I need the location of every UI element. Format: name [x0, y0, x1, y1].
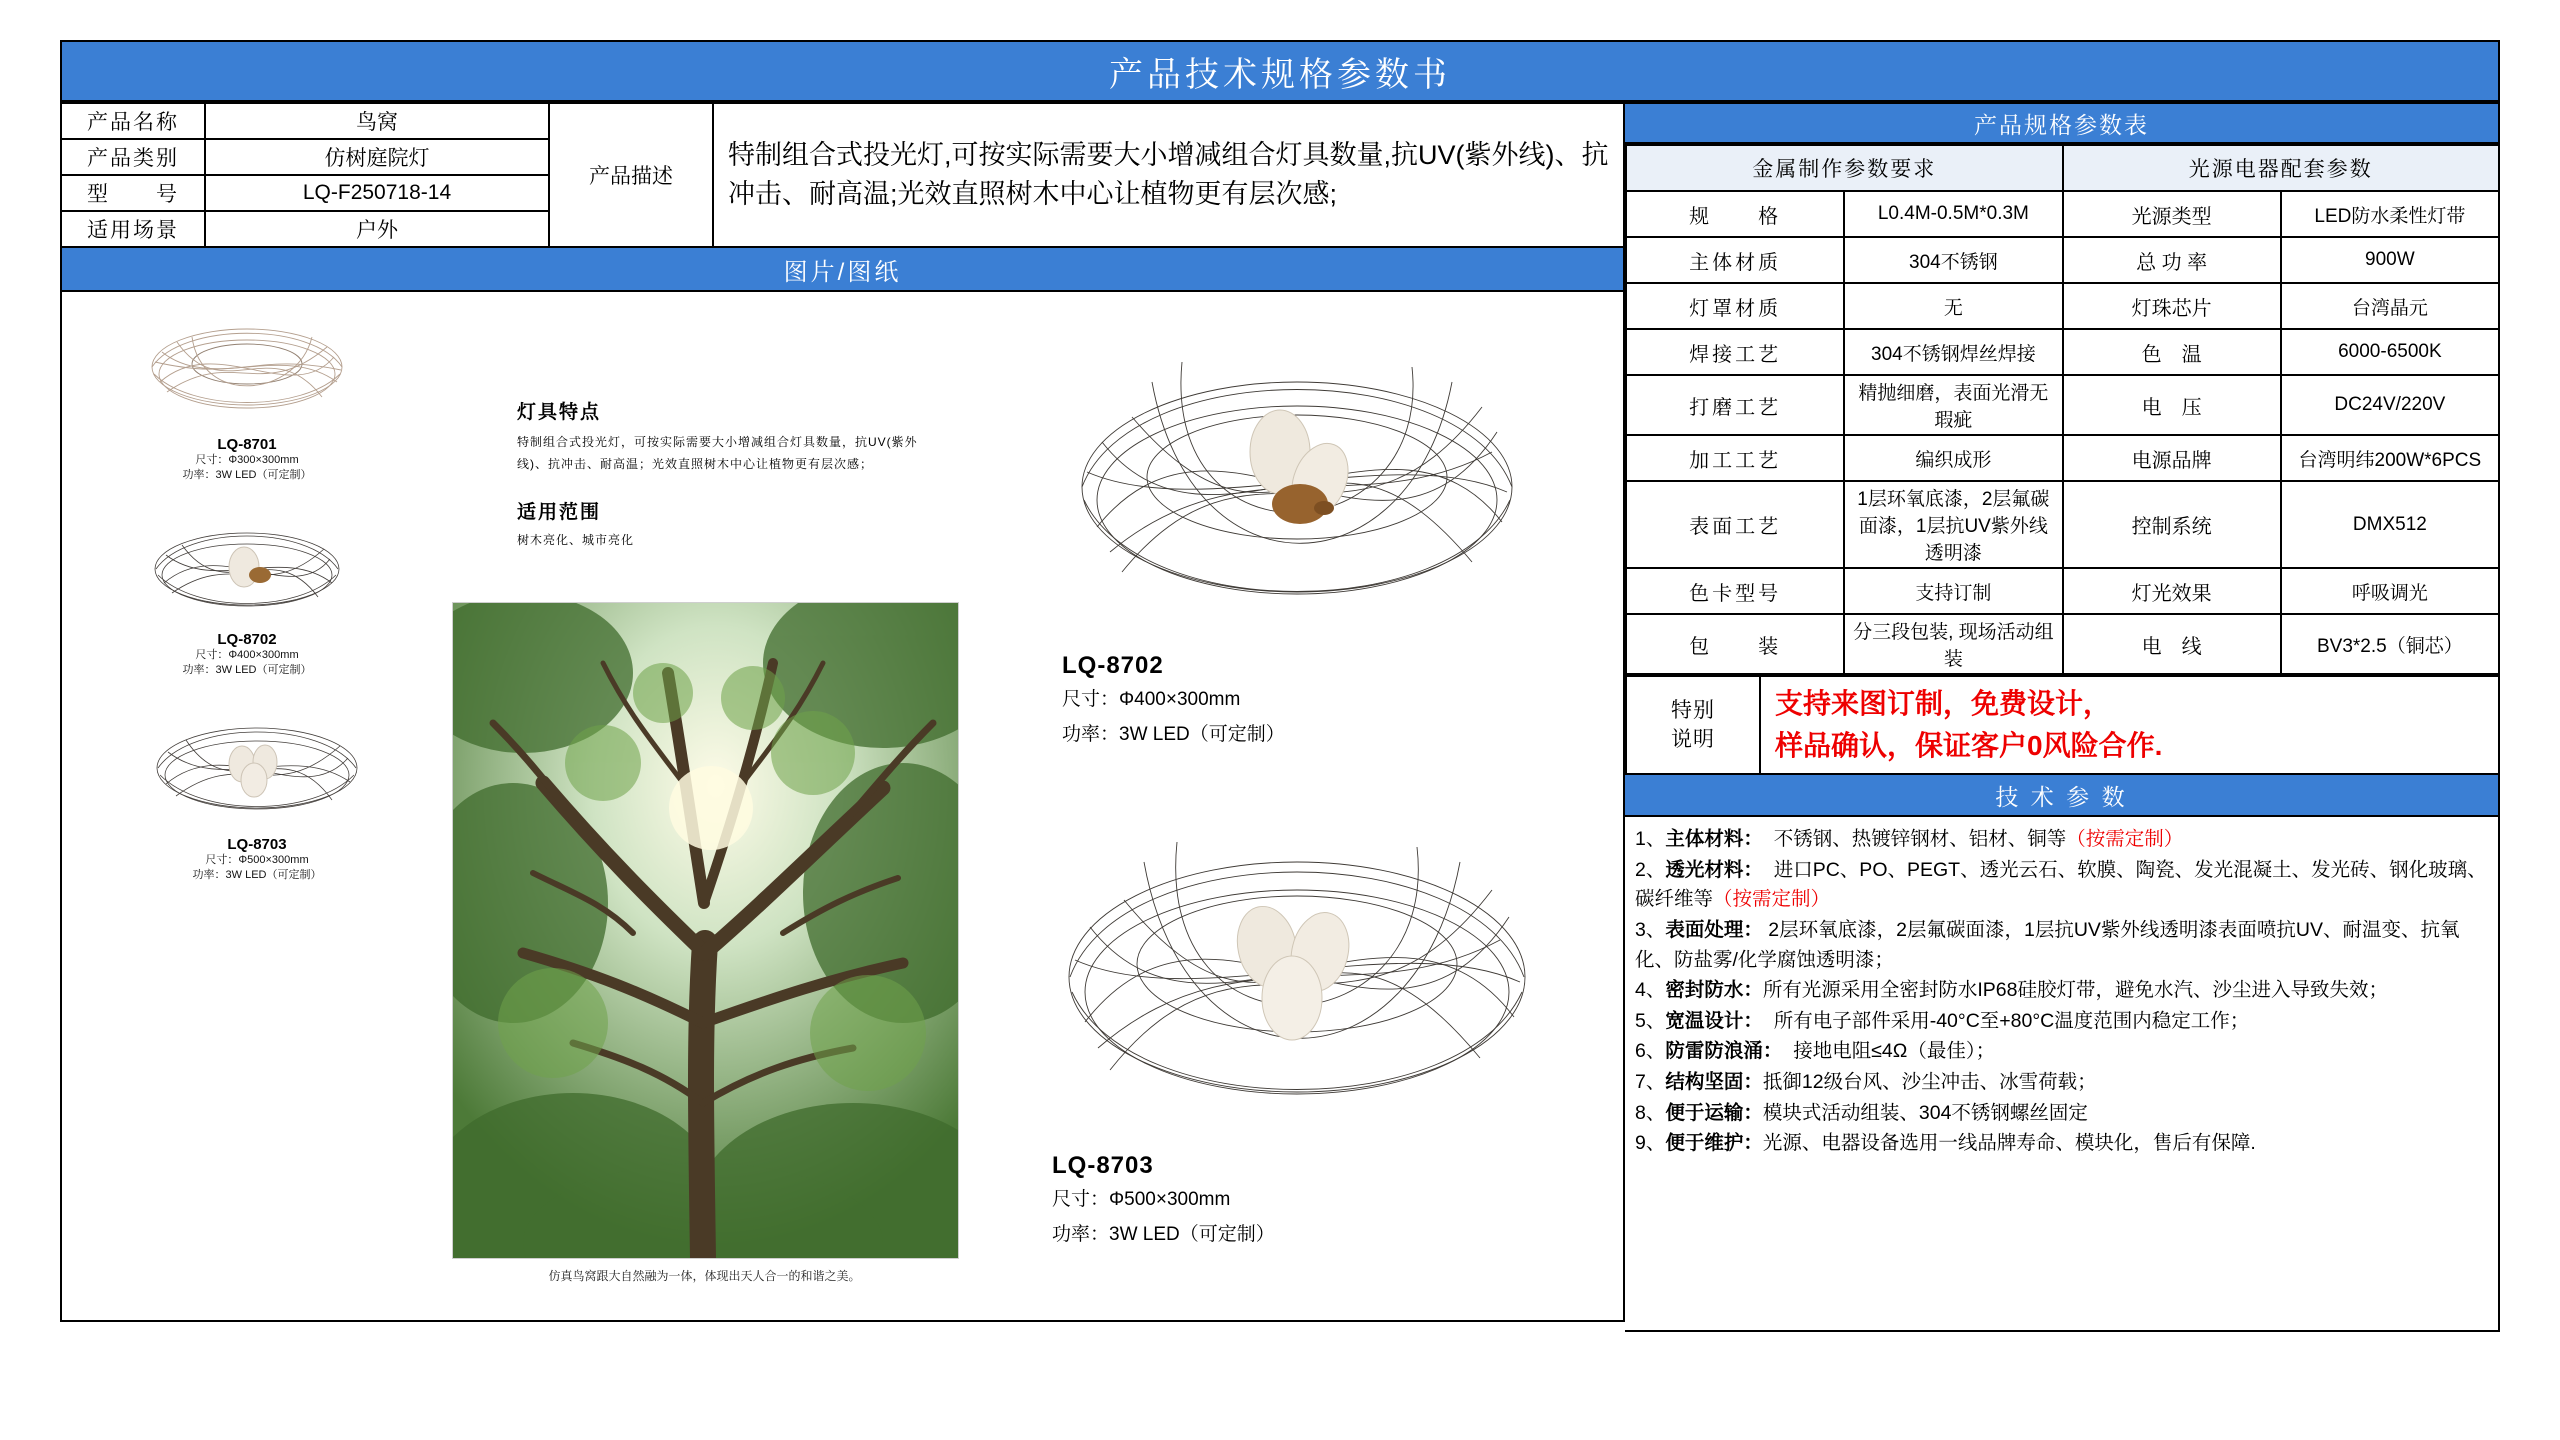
right-column — [1625, 102, 2500, 1332]
table-row — [1626, 375, 2499, 435]
spec-key2-7: 灯光效果 — [2063, 568, 2281, 614]
left-column — [60, 102, 1625, 1332]
info-label-0: 产品名称 — [61, 103, 205, 139]
thumb-size-0: 尺寸：Φ300×300mm — [195, 454, 299, 466]
big-power-0: 功率：3W LED（可定制） — [1062, 723, 1285, 745]
tech-num-3: 4、 — [1635, 979, 1666, 1002]
spec-value-5: 编织成形 — [1844, 435, 2062, 481]
desc-value: 特制组合式投光灯,可按实际需要大小增减组合灯具数量,抗UV(紫外线)、抗冲击、耐高温;光效直照树木中心让植物更有层次感; — [713, 103, 1624, 247]
table-row — [1626, 614, 2499, 674]
table-row — [1626, 481, 2499, 568]
spec-key2-8: 电 线 — [2063, 614, 2281, 674]
thumb-size-1: 尺寸：Φ400×300mm — [195, 649, 299, 661]
nest-illustration-large-icon — [1052, 802, 1542, 1152]
spec-value2-4: DC24V/220V — [2281, 375, 2499, 435]
table-row — [1626, 283, 2499, 329]
tech-text-6: 抵御12级台风、沙尘冲击、冰雪荷载； — [1762, 1071, 2097, 1093]
spec-value-6: 1层环氧底漆，2层氟碳面漆，1层抗UV紫外线透明漆 — [1844, 481, 2062, 568]
tech-text-5: 接地电阻≤4Ω（最佳）； — [1793, 1040, 1996, 1063]
tech-item-3 — [1635, 976, 2488, 1006]
thumb-power-1: 功率：3W LED（可定制） — [182, 663, 312, 676]
spec-key-6: 表面工艺 — [1626, 481, 1844, 568]
tech-params-body — [1625, 817, 2500, 1332]
feature-title-2: 适用范围 — [517, 502, 602, 524]
tech-title-7: 便于运输： — [1665, 1101, 1763, 1124]
spec-key2-6: 控制系统 — [2063, 481, 2281, 568]
spec-subheader-right: 光源电器配套参数 — [2063, 145, 2500, 191]
tech-text-1: 进口PC、PO、PEGT、透光云石、软膜、陶瓷、发光混凝土、发光砖、钢化玻璃、碳纤维等 — [1635, 858, 2487, 911]
desc-label: 产品描述 — [549, 103, 713, 247]
image-band-header — [60, 248, 1625, 292]
image-gallery-area — [60, 292, 1625, 1322]
thumb-code-2: LQ-8703 — [227, 836, 287, 853]
note-value — [1760, 676, 2499, 774]
nest-illustration-icon — [122, 312, 372, 432]
big-item-1 — [1052, 802, 1552, 1249]
spec-value2-1: 900W — [2281, 237, 2499, 283]
spec-key2-3: 色 温 — [2063, 329, 2281, 375]
tech-item-8 — [1635, 1129, 2488, 1159]
feature-text: 特制组合式投光灯，可按实际需要大小增减组合灯具数量，抗UV(紫外线)、抗冲击、耐高温；光效直照树木中心让植物更有层次感； — [517, 435, 918, 471]
big-code-1: LQ-8703 — [1052, 1152, 1154, 1179]
tech-num-8: 9、 — [1635, 1132, 1666, 1155]
tech-title-2: 表面处理： — [1665, 918, 1763, 941]
tech-num-0: 1、 — [1635, 828, 1666, 850]
spec-key-4: 打磨工艺 — [1626, 375, 1844, 435]
tech-red-0: （按需定制） — [2066, 828, 2184, 850]
note-label-line2: 说明 — [1671, 728, 1715, 751]
photo-caption: 仿真鸟窝跟大自然融为一体，体现出天人合一的和谐之美。 — [548, 1269, 861, 1283]
spec-value-4: 精抛细磨，表面光滑无瑕疵 — [1844, 375, 2062, 435]
table-row — [1626, 568, 2499, 614]
tech-text-2: 2层环氧底漆，2层氟碳面漆，1层抗UV紫外线透明漆表面喷抗UV、耐温变、抗氧化、防盐雾/化学腐蚀透明漆； — [1635, 918, 2460, 971]
spec-value-7: 支持订制 — [1844, 568, 2062, 614]
thumb-power-0: 功率：3W LED（可定制） — [182, 468, 312, 481]
tech-num-7: 8、 — [1635, 1101, 1666, 1124]
note-label — [1626, 676, 1760, 774]
spec-key2-2: 灯珠芯片 — [2063, 283, 2281, 329]
tech-title-0: 主体材料： — [1665, 828, 1763, 850]
tree-photo-illustration — [453, 603, 958, 1258]
tech-text-7: 模块式活动组装、304不锈钢螺丝固定 — [1762, 1101, 2088, 1124]
spec-value2-7: 呼吸调光 — [2281, 568, 2499, 614]
spec-key2-1: 总 功 率 — [2063, 237, 2281, 283]
feature-title: 灯具特点 — [517, 402, 602, 423]
spec-key-5: 加工工艺 — [1626, 435, 1844, 481]
special-note-table — [1625, 675, 2500, 775]
tech-title-6: 结构坚固： — [1665, 1071, 1763, 1093]
tech-item-6 — [1635, 1068, 2488, 1098]
spec-key-1: 主体材质 — [1626, 237, 1844, 283]
spec-key-3: 焊接工艺 — [1626, 329, 1844, 375]
spec-key-2: 灯罩材质 — [1626, 283, 1844, 329]
tech-item-0 — [1635, 825, 2488, 855]
spec-value-3: 304不锈钢焊丝焊接 — [1844, 329, 2062, 375]
big-size-0: 尺寸：Φ400×300mm — [1062, 689, 1241, 710]
feature-text-2: 树木亮化、城市亮化 — [517, 533, 635, 548]
feature-block — [517, 397, 937, 552]
spec-value-2: 无 — [1844, 283, 2062, 329]
table-row — [1626, 237, 2499, 283]
note-line-2: 样品确认，保证客户0风险合作. — [1775, 730, 2163, 761]
table-row — [1626, 329, 2499, 375]
thumb-item-2 — [132, 712, 382, 883]
tech-text-8: 光源、电器设备选用一线品牌寿命、模块化，售后有保障. — [1762, 1132, 2256, 1155]
spec-table — [1625, 144, 2500, 675]
table-row — [1626, 145, 2499, 191]
table-row — [1626, 191, 2499, 237]
spec-key-0: 规 格 — [1626, 191, 1844, 237]
spec-subheader-left: 金属制作参数要求 — [1626, 145, 2063, 191]
tech-title-4: 宽温设计： — [1665, 1009, 1763, 1032]
product-info-table — [60, 102, 1625, 248]
info-value-2: LQ-F250718-14 — [205, 175, 549, 211]
spec-value2-3: 6000-6500K — [2281, 329, 2499, 375]
tech-title-3: 密封防水： — [1665, 979, 1763, 1002]
big-power-1: 功率：3W LED（可定制） — [1052, 1223, 1275, 1245]
table-row — [1626, 435, 2499, 481]
tech-item-7 — [1635, 1099, 2488, 1129]
nest-illustration-icon — [132, 517, 362, 627]
tech-num-1: 2、 — [1635, 858, 1666, 881]
nest-illustration-icon — [132, 712, 382, 832]
spec-key2-5: 电源品牌 — [2063, 435, 2281, 481]
tech-params-header — [1625, 775, 2500, 817]
spec-key2-4: 电 压 — [2063, 375, 2281, 435]
table-row — [61, 103, 1624, 139]
spec-key-7: 色卡型号 — [1626, 568, 1844, 614]
tech-num-6: 7、 — [1635, 1071, 1666, 1093]
big-item-0 — [1062, 322, 1542, 749]
info-label-2: 型 号 — [61, 175, 205, 211]
tech-item-4 — [1635, 1007, 2488, 1037]
table-row — [1626, 676, 2499, 774]
spec-key-8: 包 装 — [1626, 614, 1844, 674]
info-label-3: 适用场景 — [61, 211, 205, 247]
tech-title-1: 透光材料： — [1665, 858, 1763, 881]
thumb-code-0: LQ-8701 — [217, 436, 277, 453]
tech-num-5: 6、 — [1635, 1040, 1666, 1063]
big-size-1: 尺寸：Φ500×300mm — [1052, 1189, 1231, 1210]
big-code-0: LQ-8702 — [1062, 652, 1164, 679]
tech-item-1 — [1635, 856, 2488, 915]
spec-key2-0: 光源类型 — [2063, 191, 2281, 237]
thumb-size-2: 尺寸：Φ500×300mm — [205, 854, 309, 866]
note-line-1: 支持来图订制，免费设计， — [1775, 688, 2112, 719]
note-label-line1: 特别 — [1671, 698, 1715, 722]
spec-value-8: 分三段包装, 现场活动组装 — [1844, 614, 2062, 674]
page-title-text: 产品技术规格参数书 — [1109, 55, 1451, 94]
tech-num-4: 5、 — [1635, 1009, 1666, 1032]
tech-title-8: 便于维护： — [1665, 1132, 1763, 1155]
spec-value2-0: LED防水柔性灯带 — [2281, 191, 2499, 237]
spec-table-header — [1625, 102, 2500, 144]
content-columns — [60, 102, 2500, 1332]
image-band-label: 图片/图纸 — [783, 258, 902, 286]
spec-value2-8: BV3*2.5（铜芯） — [2281, 614, 2499, 674]
tree-canopy-photo — [452, 602, 959, 1259]
thumb-item-1 — [132, 517, 362, 678]
info-label-1: 产品类别 — [61, 139, 205, 175]
tech-text-3: 所有光源采用全密封防水IP68硅胶灯带，避免水汽、沙尘进入导致失效； — [1762, 979, 2388, 1002]
nest-illustration-large-icon — [1062, 322, 1532, 652]
tech-red-1: （按需定制） — [1713, 888, 1831, 911]
spec-value2-5: 台湾明纬200W*6PCS — [2281, 435, 2499, 481]
thumb-code-1: LQ-8702 — [217, 631, 277, 648]
spec-value2-2: 台湾晶元 — [2281, 283, 2499, 329]
thumb-item-0 — [122, 312, 372, 483]
info-value-3: 户外 — [205, 211, 549, 247]
tech-title-5: 防雷防浪涌： — [1665, 1040, 1783, 1063]
tech-params-header-text: 技 术 参 数 — [1995, 783, 2128, 810]
spec-value-0: L0.4M-0.5M*0.3M — [1844, 191, 2062, 237]
spec-value2-6: DMX512 — [2281, 481, 2499, 568]
tech-item-2 — [1635, 916, 2488, 975]
info-value-0: 鸟窝 — [205, 103, 549, 139]
thumb-power-2: 功率：3W LED（可定制） — [192, 868, 322, 881]
tech-text-0: 不锈钢、热镀锌钢材、铝材、铜等 — [1773, 828, 2067, 850]
tech-num-2: 3、 — [1635, 918, 1666, 941]
info-value-1: 仿树庭院灯 — [205, 139, 549, 175]
page-title — [60, 40, 2500, 102]
spec-table-header-text: 产品规格参数表 — [1974, 111, 2149, 138]
tech-text-4: 所有电子部件采用-40°C至+80°C温度范围内稳定工作； — [1773, 1009, 2250, 1032]
tech-item-5 — [1635, 1037, 2488, 1067]
spec-value-1: 304不锈钢 — [1844, 237, 2062, 283]
